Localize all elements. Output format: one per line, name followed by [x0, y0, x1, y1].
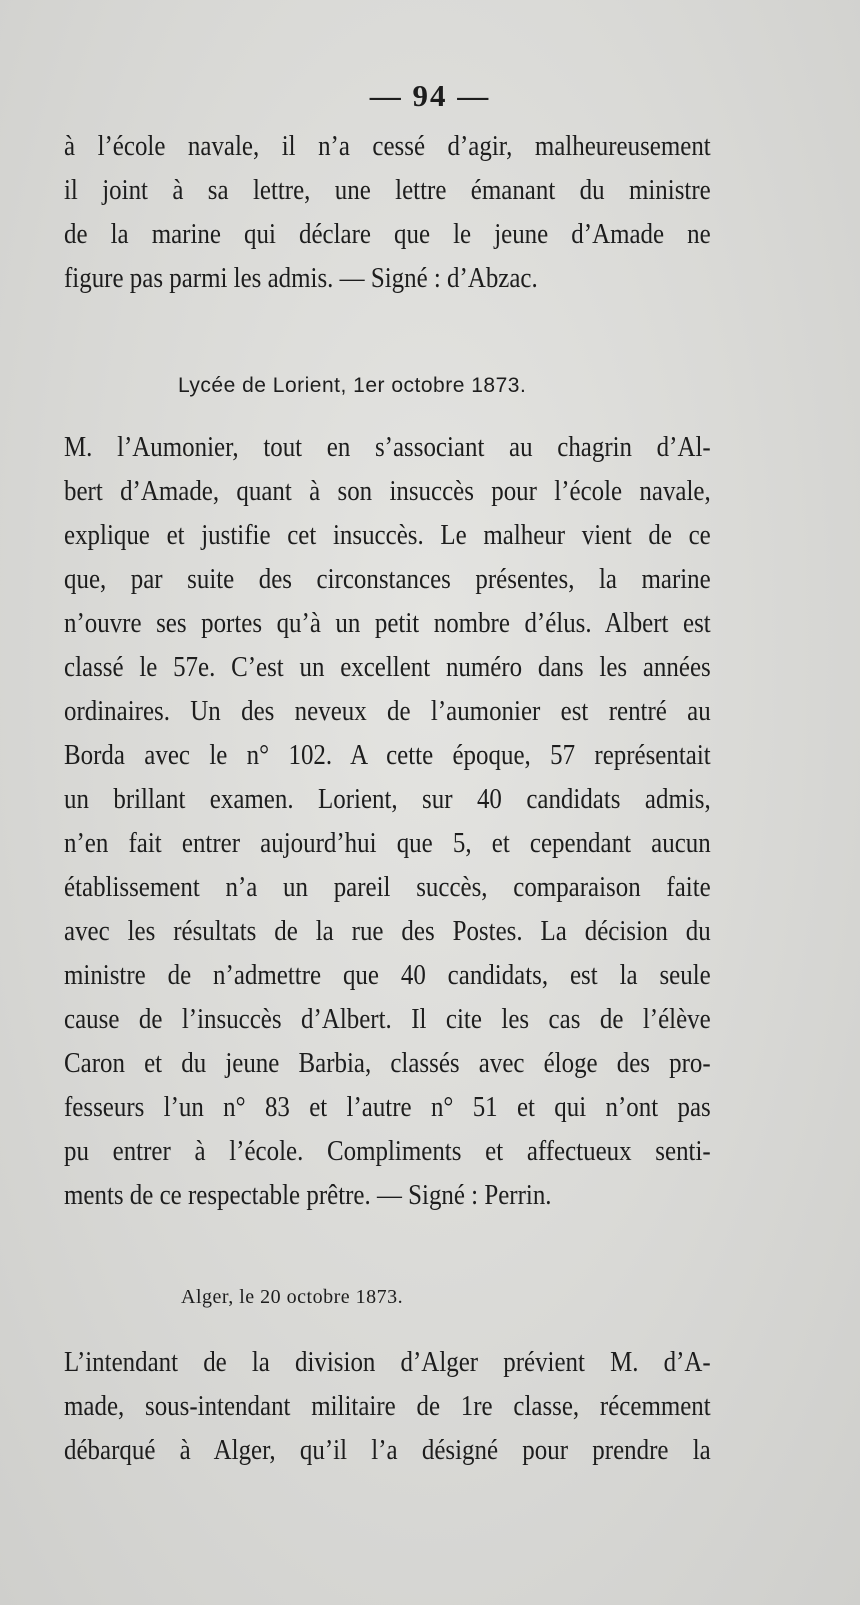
- text-line: avec les résultats de la rue des Postes. La décision du: [64, 915, 711, 947]
- text-line: made, sous-intendant militaire de 1re classe, récemment: [64, 1390, 711, 1422]
- text-line: Borda avec le n° 102. A cette époque, 57 représentait: [64, 739, 711, 771]
- text-line: n’ouvre ses portes qu’à un petit nombre d’élus. Albert est: [64, 607, 711, 639]
- text-line: à l’école navale, il n’a cessé d’agir, malheureusement: [64, 130, 711, 162]
- paragraph-1: [64, 124, 711, 300]
- text-line: classé le 57e. C’est un excellent numéro dans les années: [64, 651, 711, 683]
- text-line: M. l’Aumonier, tout en s’associant au chagrin d’Al-: [64, 431, 711, 463]
- text-line: fesseurs l’un n° 83 et l’autre n° 51 et qui n’ont pas: [64, 1091, 711, 1123]
- paragraph-3: [64, 1340, 711, 1472]
- dateline-alger: Alger, le 20 octobre 1873.: [181, 1286, 404, 1308]
- text-line: que, par suite des circonstances présentes, la marine: [64, 563, 711, 595]
- text-line: explique et justifie cet insuccès. Le malheur vient de ce: [64, 519, 711, 551]
- dateline-lorient: Lycée de Lorient, 1er octobre 1873.: [178, 374, 527, 397]
- text-line: cause de l’insuccès d’Albert. Il cite les cas de l’élève: [64, 1003, 711, 1035]
- text-line: Caron et du jeune Barbia, classés avec éloge des pro-: [64, 1047, 711, 1079]
- text-line: bert d’Amade, quant à son insuccès pour l’école navale,: [64, 475, 711, 507]
- text-line: il joint à sa lettre, une lettre émanant du ministre: [64, 174, 711, 206]
- text-line: débarqué à Alger, qu’il l’a désigné pour prendre la: [64, 1434, 711, 1466]
- text-line: pu entrer à l’école. Compliments et affectueux senti-: [64, 1135, 711, 1167]
- page-number: — 94 —: [369, 78, 491, 113]
- text-line: établissement n’a un pareil succès, comparaison faite: [64, 871, 711, 903]
- text-line: ministre de n’admettre que 40 candidats, est la seule: [64, 959, 711, 991]
- text-line: ordinaires. Un des neveux de l’aumonier est rentré au: [64, 695, 711, 727]
- text-line: figure pas parmi les admis. — Signé : d’Abzac.: [64, 262, 538, 294]
- text-line: L’intendant de la division d’Alger prévient M. d’A-: [64, 1346, 711, 1378]
- text-line: de la marine qui déclare que le jeune d’Amade ne: [64, 218, 711, 250]
- text-line: un brillant examen. Lorient, sur 40 candidats admis,: [64, 783, 711, 815]
- text-line: ments de ce respectable prêtre. — Signé : Perrin.: [64, 1179, 552, 1211]
- paragraph-2: [64, 425, 711, 1217]
- text-line: n’en fait entrer aujourd’hui que 5, et cependant aucun: [64, 827, 711, 859]
